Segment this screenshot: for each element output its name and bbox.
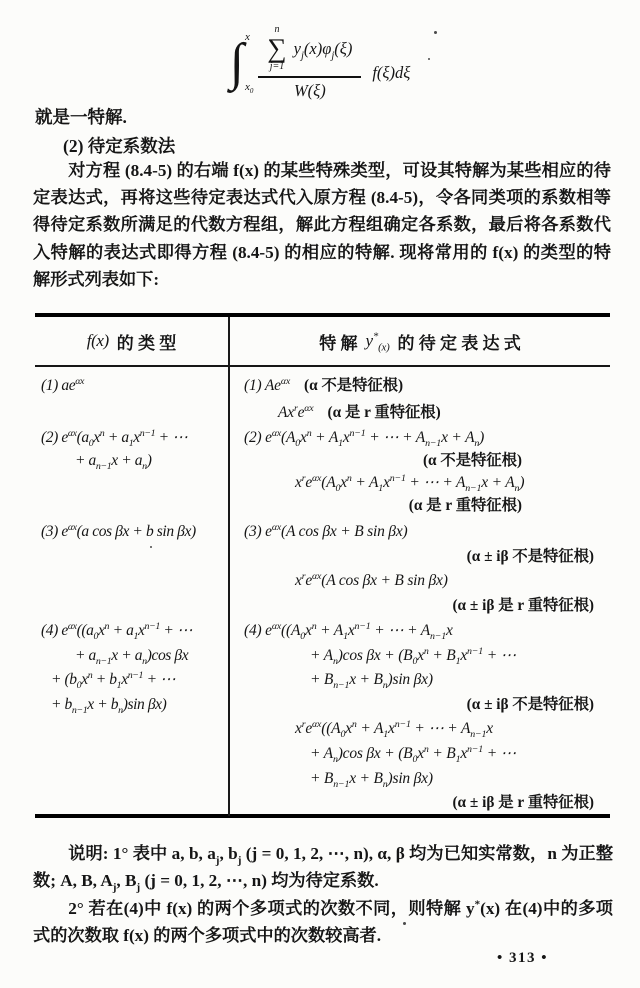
condition-note: (α 不是特征根): [422, 451, 522, 469]
method-heading: (2) 待定系数法: [63, 136, 176, 156]
header-left-math: f(x): [86, 331, 109, 350]
formula: (2) $e^{\alpha x}(a_0x^n + a_1x^{n-1}$ + ⋯: [41, 427, 188, 450]
formula: + $A_n)\cos$ $\beta x + (B_0x^n + B_1x^{n-1}$ + ⋯: [310, 645, 516, 667]
table-header-right: [230, 317, 610, 367]
condition-note: (α 是 r 重特征根): [408, 496, 522, 514]
table-cell-left: [35, 614, 230, 816]
formula: (3) $e^{\alpha x}(a$ cos βx + b sin βx): [41, 521, 196, 540]
table-line: [244, 644, 610, 669]
table-cell-right: [230, 614, 610, 816]
formula: (1) $ae^{\alpha x}$: [41, 375, 84, 394]
fraction: [258, 25, 361, 102]
scan-speckle: [434, 31, 437, 34]
table-cell-left: [35, 515, 230, 618]
formula: + ($b_0x^n + b_1x^{n-1}$ + ⋯: [51, 670, 176, 692]
header-right-math: $y^*_{(x)}$: [365, 330, 390, 354]
table-line: [244, 372, 610, 399]
condition-note: (α ± iβ 是 r 重特征根): [452, 596, 594, 614]
integral-upper-limit: x: [244, 30, 250, 43]
table-line: [244, 520, 610, 545]
table-line: [41, 450, 226, 473]
formula: $x^re^{\alpha x}(A_0x^n + A_1x^{n-1}$ + ⋯ + $A_{n-1}x + A_n$): [295, 472, 525, 495]
particular-solution-integral-formula: [0, 24, 640, 102]
summation-group: [267, 25, 286, 73]
table-cell-right: [230, 422, 610, 517]
page-number: • 313 •: [497, 950, 549, 966]
table-cell-left: [35, 367, 230, 426]
formula: (4) $e^{\alpha x}((a_0x^n + a_1x^{n-1}$ + ⋯: [41, 620, 193, 643]
table-line: [244, 693, 610, 718]
table-header-left: [35, 317, 230, 367]
table-header-row: [35, 317, 610, 367]
sum-upper-limit: n: [274, 23, 280, 35]
note-2: 2° 若在(4)中 f(x) 的两个多项式的次数不同，则特解 y*(x) 在(4)中的多项式的次数取 f(x) 的两个多项式中的次数较高者.: [33, 897, 613, 945]
condition-note: (α ± iβ 是 r 重特征根): [452, 794, 594, 812]
scan-speckle: [403, 922, 406, 925]
table-line: [41, 619, 226, 644]
table-cell-right: [230, 367, 610, 426]
table-line: [244, 569, 610, 594]
formula: $x^re^{\alpha x}(A$ cos βx + B sin βx): [295, 570, 448, 589]
formula: + $b_{n-1}x + b_n)\sin$ βx): [51, 695, 167, 716]
table-line: [244, 545, 610, 570]
denominator-expression: W(ξ): [258, 76, 361, 101]
solution-forms-table: [35, 313, 610, 818]
condition-note: (α ± iβ 不是特征根): [466, 547, 594, 565]
table-line: [41, 372, 226, 399]
formula: $x^re^{\alpha x}((A_0x^n + A_1x^{n-1}$ + ⋯ + $A_{n-1}x$: [295, 719, 493, 741]
header-right-post: 的 待 定 表 达 式: [397, 333, 521, 353]
integrand-tail: f(ξ)dξ: [372, 63, 411, 82]
scan-speckle: [428, 58, 430, 60]
formula: (3) $e^{\alpha x}(A$ cos βx + B sin βx): [244, 521, 408, 540]
table-row: [35, 367, 610, 422]
header-left-text: 的 类 型: [116, 333, 177, 353]
table-line: [41, 520, 226, 545]
sum-lower-limit: j=1: [269, 61, 285, 73]
table-line: [244, 791, 610, 816]
table-line: [41, 668, 226, 693]
table-cell-right: [230, 515, 610, 618]
table-cell-left: [35, 422, 230, 517]
formula: + $A_n)\cos$ $\beta x + (B_0x^n + B_1x^{n-1}$ + ⋯: [310, 743, 516, 766]
table-line: [244, 742, 610, 767]
table-line: [41, 644, 226, 669]
formula: + $B_{n-1}x + B_n)\sin$ βx): [310, 769, 433, 790]
table-row: [35, 422, 610, 515]
after-formula-text: 就是一特解.: [35, 107, 127, 127]
condition-note: (α 不是特征根): [304, 377, 404, 394]
formula: (2) $e^{\alpha x}(A_0x^n + A_1x^{n-1}$ + ⋯ + $A_{n-1}x + A_n$): [244, 427, 485, 450]
fraction-numerator: [258, 25, 361, 77]
header-right-pre: 特 解: [319, 333, 358, 353]
table-row: [35, 515, 610, 614]
table-line: [244, 668, 610, 693]
table-line: [244, 767, 610, 792]
numerator-expression: $y_j(x)\varphi_j(\xi)$: [293, 38, 353, 61]
integral-lower-limit: $x_0$: [244, 80, 254, 95]
sigma-icon: ∑: [267, 32, 287, 63]
table-line: [41, 693, 226, 718]
note-1: 说明: 1° 表中 a, b, $a_j$, $b_j$ (j = 0, 1, 2, ⋯, n), α, β 均为已知实常数，n 为正整数; A, B, $A_j$, $B_j$ (j = 0, 1, 2, ⋯, n) 均为待定系数.: [33, 844, 614, 894]
formula: (1) $Ae^{\alpha x}$: [244, 375, 291, 394]
formula-wrap: [230, 24, 411, 102]
integral-group: [230, 24, 254, 102]
scan-speckle: [150, 546, 152, 548]
notes-section: [33, 840, 613, 949]
table-line: [244, 427, 610, 450]
table-line: [244, 472, 610, 495]
table-line: [41, 427, 226, 450]
formula: + $a_{n-1}x + a_n$): [75, 451, 152, 472]
table-line: [244, 619, 610, 644]
formula: + $a_{n-1}x + a_n)\cos$ βx: [75, 646, 189, 667]
condition-note: (α ± iβ 不是特征根): [466, 695, 594, 713]
formula: + $B_{n-1}x + B_n)\sin$ βx): [310, 671, 433, 692]
intro-paragraph: 对方程 (8.4-5) 的右端 f(x) 的某些特殊类型，可设其特解为某些相应的待定表达式，再将这些待定表达式代入原方程 (8.4-5)，令各同类项的系数相等得待定系数所满足的代数方程组，解此方程组确定各系数，最后将各系数代入特解的表达式即得方程 (8.4-5) 的相应的特解. 现将常用的 f(x) 的类型的特解形式列表如下:: [33, 161, 611, 289]
table-line: [244, 495, 610, 518]
formula: $Ax^re^{\alpha x}$: [278, 402, 314, 421]
condition-note: (α 是 r 重特征根): [327, 404, 441, 421]
table-line: [244, 450, 610, 473]
integral-icon: ∫: [229, 34, 244, 91]
table-line: [244, 717, 610, 742]
formula: (4) $e^{\alpha x}((A_0x^n + A_1x^{n-1}$ + ⋯ + $A_{n-1}x$: [244, 620, 453, 643]
integral-limits: [245, 27, 253, 100]
table-row: [35, 614, 610, 814]
